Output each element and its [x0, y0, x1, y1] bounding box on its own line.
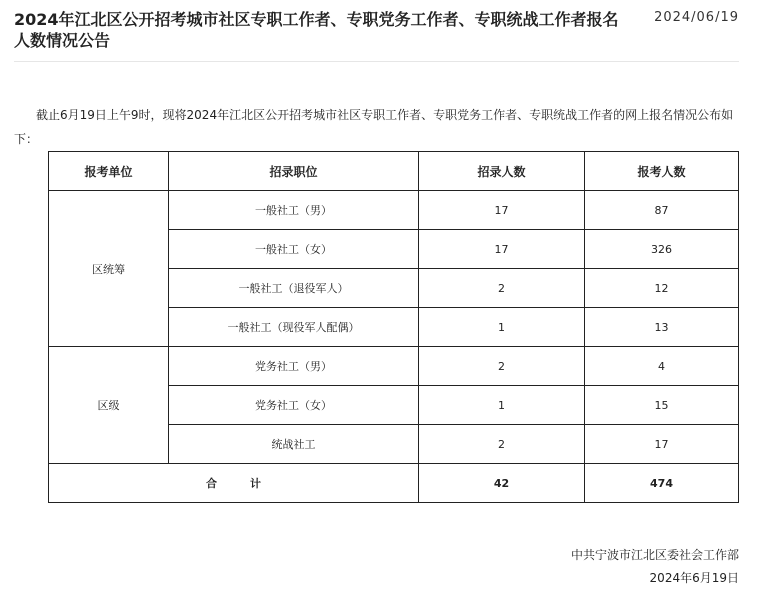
quota-cell: 2 [419, 269, 585, 308]
total-applicants: 474 [585, 464, 739, 503]
total-label: 合 计 [49, 464, 419, 503]
applicants-cell: 15 [585, 386, 739, 425]
table-row [49, 347, 739, 386]
header-unit: 报考单位 [49, 152, 169, 191]
quota-cell: 1 [419, 386, 585, 425]
header-quota: 招录人数 [419, 152, 585, 191]
header-applicants: 报考人数 [585, 152, 739, 191]
quota-cell: 17 [419, 230, 585, 269]
position-cell: 党务社工（女） [169, 386, 419, 425]
quota-cell: 17 [419, 191, 585, 230]
quota-cell: 2 [419, 347, 585, 386]
applicants-cell: 326 [585, 230, 739, 269]
registration-table [48, 151, 739, 503]
total-row [49, 464, 739, 503]
applicants-cell: 4 [585, 347, 739, 386]
table-row [49, 191, 739, 230]
title-divider [14, 61, 739, 62]
intro-paragraph: 截止6月19日上午9时，现将2024年江北区公开招考城市社区专职工作者、专职党务工作者、专职统战工作者的网上报名情况公布如下： [14, 108, 734, 146]
applicants-cell: 13 [585, 308, 739, 347]
applicants-cell: 87 [585, 191, 739, 230]
publish-date: 2024/06/19 [654, 10, 739, 25]
unit-cell: 区级 [49, 347, 169, 464]
issuing-organization: 中共宁波市江北区委社会工作部 [570, 548, 739, 562]
header-position: 招录职位 [169, 152, 419, 191]
position-cell: 一般社工（男） [169, 191, 419, 230]
article-title: 2024年江北区公开招考城市社区专职工作者、专职党务工作者、专职统战工作者报名人数情况公告 [14, 10, 619, 50]
quota-cell: 1 [419, 308, 585, 347]
total-quota: 42 [419, 464, 585, 503]
position-cell: 统战社工 [169, 425, 419, 464]
applicants-cell: 17 [585, 425, 739, 464]
table-header-row [49, 152, 739, 191]
unit-cell: 区统筹 [49, 191, 169, 347]
position-cell: 一般社工（女） [169, 230, 419, 269]
applicants-cell: 12 [585, 269, 739, 308]
quota-cell: 2 [419, 425, 585, 464]
position-cell: 一般社工（现役军人配偶） [169, 308, 419, 347]
signature-date: 2024年6月19日 [649, 571, 739, 585]
position-cell: 党务社工（男） [169, 347, 419, 386]
position-cell: 一般社工（退役军人） [169, 269, 419, 308]
